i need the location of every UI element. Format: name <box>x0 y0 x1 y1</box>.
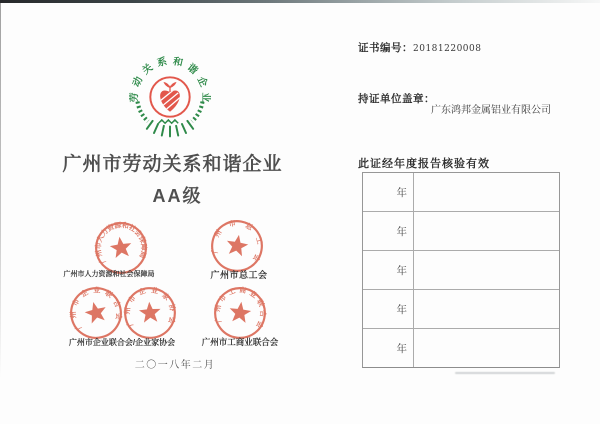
annual-verification-table <box>362 172 560 368</box>
certificate-right-page <box>345 0 600 424</box>
logo-wreath-right <box>192 102 202 122</box>
certificate-title: 广州市劳动关系和谐企业 <box>62 154 283 175</box>
year-cell: 年 <box>363 329 414 367</box>
year-cell: 年 <box>363 212 414 250</box>
holder-stamp-label: 持证单位盖章： <box>358 93 435 105</box>
logo-sprout-icon <box>163 82 176 92</box>
seal-industry-commerce-federation <box>210 283 270 343</box>
certificate-grade: AA级 <box>152 186 203 206</box>
certificate-issue-date: 二〇一八年二月 <box>134 360 216 371</box>
svg-text:广州市人力资源和社会保障局: 广州市人力资源和社会保障局 <box>95 222 147 265</box>
seal-label-industry-commerce: 广州市工商业联合会 <box>201 337 279 347</box>
table-row <box>363 329 559 367</box>
year-cell: 年 <box>363 173 414 211</box>
blank-cell <box>414 251 559 289</box>
holder-company-name: 广东鸿邦金属铝业有限公司 <box>431 105 551 116</box>
seal-label-human-resources-bureau: 广州市人力资源和社会保障局 <box>63 271 155 278</box>
blank-cell <box>414 173 559 211</box>
seal-label-enterprise-associations: 广州市企业联合会/企业家协会 <box>68 338 176 347</box>
cert-number-label: 证书编号： <box>358 42 413 54</box>
harmony-enterprise-logo-icon <box>129 56 211 138</box>
seal-enterprise-confederation <box>63 280 128 345</box>
table-row <box>363 173 559 212</box>
year-cell: 年 <box>363 251 414 289</box>
svg-text:广州市企业家协会: 广州市企业家协会 <box>124 287 176 328</box>
year-cell: 年 <box>363 290 414 328</box>
cert-number-value: 20181220008 <box>413 44 482 54</box>
logo-zigzag <box>159 120 179 123</box>
blank-cell <box>414 290 559 328</box>
annual-verification-caption: 此证经年度报告核验有效 <box>358 158 490 170</box>
table-row <box>363 212 559 251</box>
logo-arc-text: 劳动关系和谐企业 <box>129 56 211 103</box>
seal-label-trade-union: 广州市总工会 <box>210 270 268 280</box>
logo-wreath-bottom <box>147 121 193 136</box>
logo-wreath-left <box>138 102 148 122</box>
blank-cell <box>414 212 559 250</box>
svg-text:广州市总工会: 广州市总工会 <box>211 220 263 263</box>
blank-cell <box>414 329 559 367</box>
table-row <box>363 290 559 329</box>
svg-text:广州市企业联合会: 广州市企业联合会 <box>70 287 122 332</box>
seal-entrepreneurs-association <box>121 284 179 342</box>
svg-text:广州市工商业联合会: 广州市工商业联合会 <box>214 287 266 329</box>
table-row <box>363 251 559 290</box>
